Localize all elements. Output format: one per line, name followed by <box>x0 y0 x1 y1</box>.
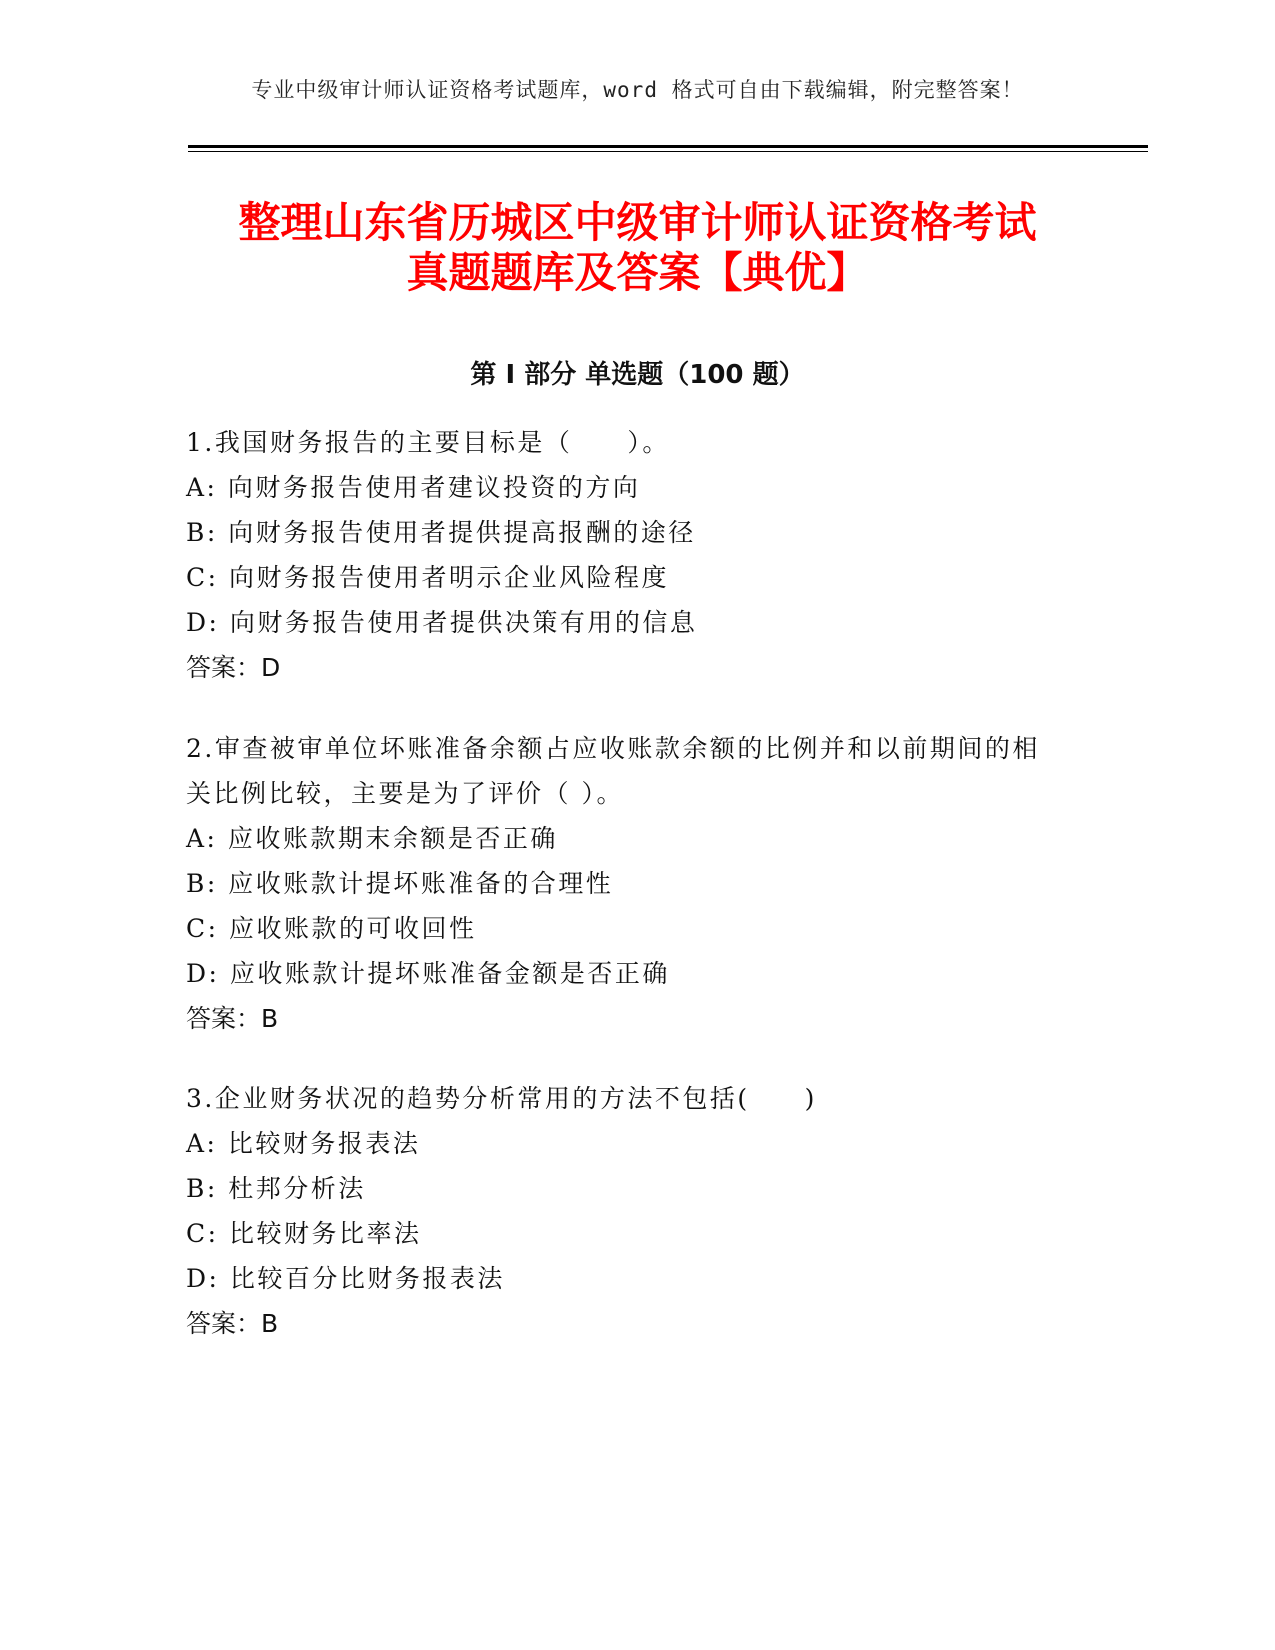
document-title-line-1: 整理山东省历城区中级审计师认证资格考试 <box>238 198 1037 247</box>
option-c: C: 比较财务比率法 <box>186 1219 422 1248</box>
header-rule-thick <box>188 145 1148 148</box>
option-a: A: 应收账款期末余额是否正确 <box>186 824 558 853</box>
header-note: 专业中级审计师认证资格考试题库，word 格式可自由下载编辑，附完整答案！ <box>251 78 1024 102</box>
option-d: D: 比较百分比财务报表法 <box>186 1264 505 1293</box>
option-b: B: 杜邦分析法 <box>186 1174 366 1203</box>
answer: 答案：B <box>186 1004 279 1033</box>
header-rule-thin <box>188 151 1148 152</box>
question-3 <box>186 1076 1066 1346</box>
option-a: A: 向财务报告使用者建议投资的方向 <box>186 473 641 502</box>
question-stem: 1.我国财务报告的主要目标是（ ）。 <box>186 428 670 457</box>
answer: 答案：D <box>186 653 281 682</box>
document-title <box>150 198 1125 298</box>
question-stem: 3.企业财务状况的趋势分析常用的方法不包括( ) <box>186 1084 817 1113</box>
option-c: C: 应收账款的可收回性 <box>186 914 477 943</box>
option-b: B: 应收账款计提坏账准备的合理性 <box>186 869 614 898</box>
option-d: D: 向财务报告使用者提供决策有用的信息 <box>186 608 698 637</box>
document-title-line-2: 真题题库及答案【典优】 <box>406 248 869 297</box>
section-heading: 第 I 部分 单选题（100 题） <box>470 360 805 390</box>
question-stem: 2.审查被审单位坏账准备余额占应收账款余额的比例并和以前期间的相关比例比较，主要是为了评价（ ）。 <box>186 734 1040 808</box>
question-2 <box>186 726 1066 1041</box>
option-b: B: 向财务报告使用者提供提高报酬的途径 <box>186 518 696 547</box>
answer: 答案：B <box>186 1309 279 1338</box>
option-a: A: 比较财务报表法 <box>186 1129 421 1158</box>
question-1 <box>186 420 1066 690</box>
option-d: D: 应收账款计提坏账准备金额是否正确 <box>186 959 670 988</box>
option-c: C: 向财务报告使用者明示企业风险程度 <box>186 563 669 592</box>
